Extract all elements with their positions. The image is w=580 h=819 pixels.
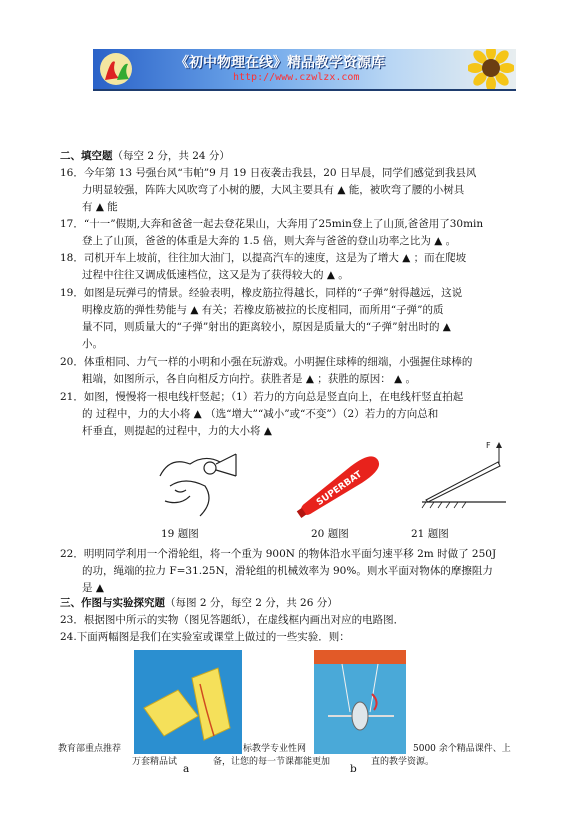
site-logo-icon — [99, 52, 133, 86]
question-number: 17． — [60, 218, 84, 230]
question-number: 19． — [60, 287, 84, 299]
question-23-line1 — [60, 613, 404, 627]
bat-label: SUPERBAT — [315, 469, 364, 509]
question-text: 如图，慢慢将一根电线杆竖起；（1）若力的方向总是竖直向上，在电线杆竖直拍起 — [83, 391, 464, 403]
section3-heading — [60, 596, 338, 610]
section2-title: 二、填空题 — [60, 150, 113, 162]
site-banner — [93, 49, 516, 91]
question-number: 24. — [60, 631, 77, 643]
question-18-line1 — [60, 251, 466, 265]
baseball-bat-figure — [290, 446, 390, 522]
question-21-line1 — [60, 390, 463, 404]
question-16-line2: 力明显较强，阵阵大风吹弯了小树的腰，大风主要具有 ▲ 能，被吹弯了腰的小树具 — [82, 184, 465, 196]
question-number: 22． — [60, 548, 84, 560]
pole-figure — [420, 440, 510, 510]
question-text: 今年第 13 号强台风“韦帕”9 月 19 日夜袭击我县，20 日早晨，同学们感觉到我县风 — [83, 167, 477, 179]
question-text: 司机开车上坡前，往往加大油门，以提高汽车的速度，这是为了增大 ▲ ；而在爬坡 — [83, 252, 467, 264]
question-19-line1 — [60, 286, 462, 300]
question-16-line1 — [60, 166, 476, 180]
banner-url-link[interactable]: http://www.czwlzx.com — [233, 72, 360, 83]
footer-text-mid-2: 备，让您的每一节课都能更加 — [213, 757, 331, 767]
question-number: 16． — [60, 167, 84, 179]
footer-text-left-1: 教育部重点推荐 — [58, 744, 122, 754]
experiment-figure-a — [134, 650, 242, 754]
question-number: 23． — [60, 614, 84, 626]
question-17-line1 — [60, 217, 483, 231]
section3-title: 三、作图与实验探究题 — [60, 597, 165, 609]
figure-a-caption: a — [183, 763, 190, 775]
slingshot-figure — [150, 446, 240, 522]
question-number: 21． — [60, 391, 84, 403]
figure-21-caption: 21 题图 — [411, 528, 449, 540]
question-22-line1 — [60, 547, 496, 561]
figure-19-caption: 19 题图 — [161, 528, 199, 540]
sunflower-icon — [468, 49, 514, 91]
question-24-line1 — [60, 630, 350, 644]
question-20-line2: 粗端，如图所示，各自向相反方向拧。获胜者是 ▲ ；获胜的原因： ▲ 。 — [82, 373, 416, 385]
question-text: 下面两幅图是我们在实验室或课堂上做过的一些实验．则： — [76, 631, 350, 643]
question-16-line3: 有 ▲ 能 — [82, 201, 118, 213]
question-text: 明明同学利用一个滑轮组，将一个重为 900N 的物体沿水平面匀速平移 2m 时做了 250J — [83, 548, 497, 560]
question-22-line3: 是 ▲ — [82, 582, 104, 594]
question-17-line2: 登上了山顶，爸爸的体重是大奔的 1.5 倍，则大奔与爸爸的登山功率之比为 ▲ 。 — [82, 235, 457, 247]
footer-text-right-1: 5000 余个精品课件、上 — [413, 744, 511, 754]
footer-text-right-2: 直的教学资源。 — [371, 757, 435, 767]
question-text: “十一”假期,大奔和爸爸一起去登花果山，大奔用了25min登上了山顶,爸爸用了30min — [83, 218, 484, 230]
experiment-figure-b — [314, 650, 406, 754]
question-19-line2: 明橡皮筋的弹性势能与 ▲ 有关；若橡皮筋被拉的长度相同，而所用“子弹”的质 — [82, 304, 444, 316]
question-18-line2: 过程中往往又调成低速档位，这又是为了获得较大的 ▲ 。 — [82, 269, 349, 281]
figure-b-caption: b — [350, 763, 357, 775]
question-text: 根据图中所示的实物（图见答题纸），在虚线框内画出对应的电路图． — [83, 614, 405, 626]
question-number: 20． — [60, 356, 84, 368]
question-text: 如图是玩弹弓的情景。经验表明，橡皮筋拉得越长，同样的“子弹”射得越远，这说 — [83, 287, 463, 299]
figure-20-caption: 20 题图 — [311, 528, 349, 540]
section3-note: （每图 2 分，每空 2 分，共 26 分） — [165, 597, 338, 609]
question-19-line4: 小。 — [82, 338, 103, 350]
question-20-line1 — [60, 355, 472, 369]
section2-heading — [60, 149, 230, 163]
footer-text-left-2: 万套精品试 — [132, 757, 178, 767]
question-21-line2: 的 过程中，力的大小将 ▲ （选“增大”“减小”或“不变”）（2）若力的方向总和 — [82, 408, 439, 420]
banner-title: 《初中物理在线》精品教学资源库 — [175, 55, 385, 71]
question-22-line2: 的功，绳端的拉力 F=31.25N，滑轮组的机械效率为 90%。则水平面对物体的摩擦阻力 — [82, 565, 493, 577]
question-21-line3: 杆垂直，则提起的过程中，力的大小将 ▲ — [82, 425, 272, 437]
question-text: 体重相同、力气一样的小明和小强在玩游戏。小明握住球棒的细端，小强握住球棒的 — [83, 356, 473, 368]
footer-text-mid-1: 标教学专业性网 — [243, 744, 307, 754]
question-number: 18． — [60, 252, 84, 264]
section2-note: （每空 2 分，共 24 分） — [112, 150, 230, 162]
question-19-line3: 量不同，则质量大的“子弹”射出的距离较小，原因是质量大的“子弹”射出时的 ▲ — [82, 321, 451, 333]
force-label: F — [486, 441, 491, 450]
